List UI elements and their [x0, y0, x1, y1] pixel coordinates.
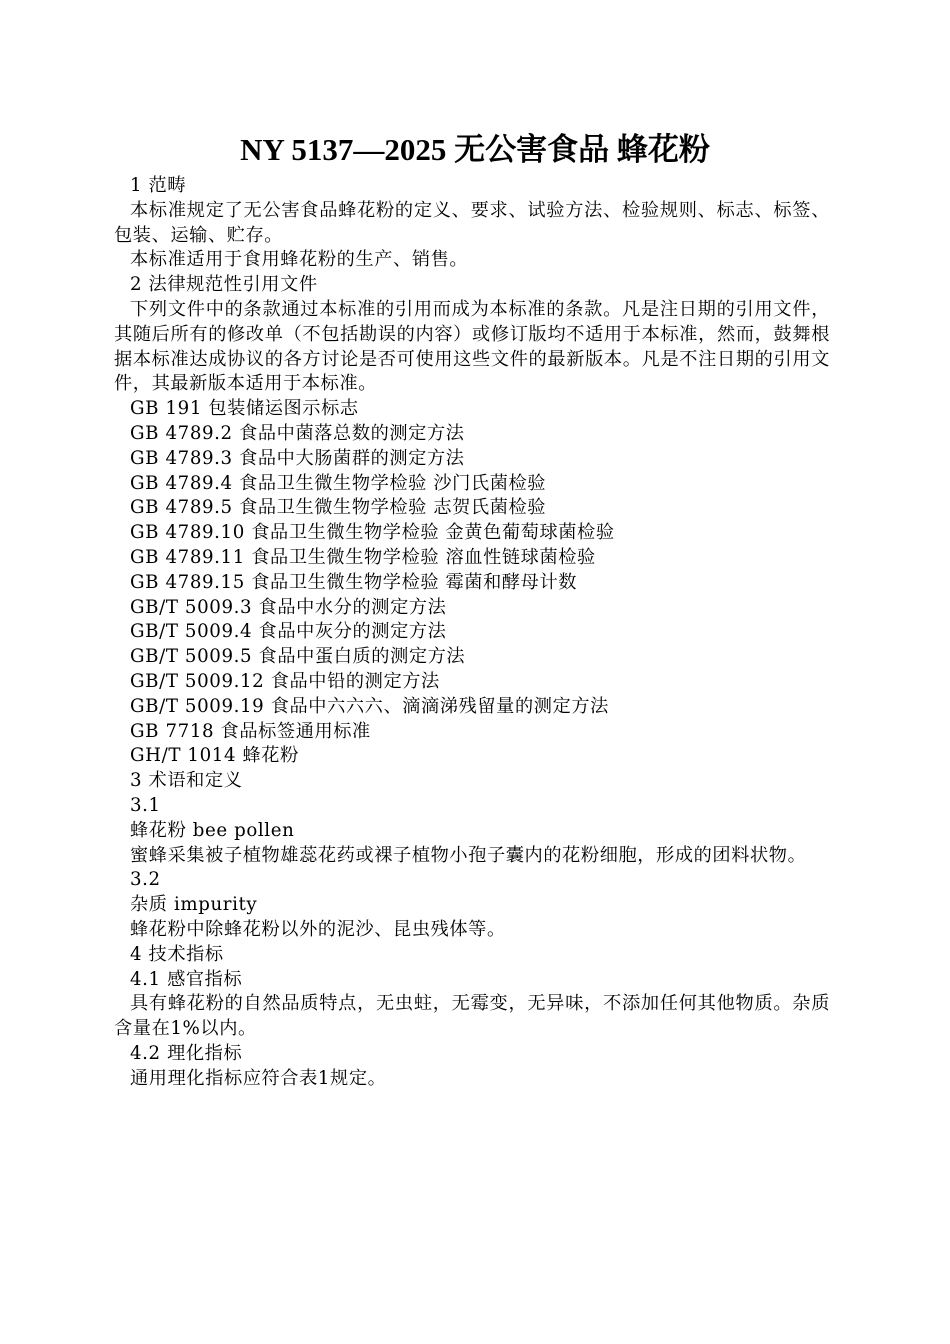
section-4-1-text: 具有蜂花粉的自然品质特点，无虫蛀，无霉变，无异味，不添加任何其他物质。杂质含量在1%以内。: [114, 993, 830, 1040]
section-2-paragraph-1: 下列文件中的条款通过本标准的引用而成为本标准的条款。凡是注日期的引用文件，其随后所有的修改单（不包括勘误的内容）或修订版均不适用于本标准，然而，鼓舞根据本标准达成协议的各方讨论是否可使用这些文件的最新版本。凡是不注日期的引用文件，其最新版本适用于本标准。: [114, 298, 830, 395]
section-1-heading: 1 范畴: [130, 175, 187, 196]
section-4-1-heading: 4.1 感官指标: [130, 968, 243, 990]
reference-item: GB 7718 食品标签通用标准: [130, 720, 371, 742]
reference-item: GB/T 5009.19 食品中六六六、滴滴涕残留量的测定方法: [130, 695, 609, 717]
reference-item: GB 4789.10 食品卫生微生物学检验 金黄色葡萄球菌检验: [130, 522, 615, 544]
section-4-heading: 4 技术指标: [130, 943, 224, 965]
reference-item: GB/T 5009.12 食品中铅的测定方法: [130, 670, 440, 692]
reference-item: GB 4789.3 食品中大肠菌群的测定方法: [130, 447, 465, 469]
section-4-2-text: 通用理化指标应符合表1规定。: [130, 1067, 387, 1089]
reference-list: [114, 397, 830, 769]
section-4-2-heading: 4.2 理化指标: [130, 1042, 243, 1064]
document-title: NY 5137—2025 无公害食品 蜂花粉: [240, 132, 710, 167]
section-2-heading: 2 法律规范性引用文件: [130, 274, 318, 296]
document-body: [114, 174, 830, 1091]
reference-item: GH/T 1014 蜂花粉: [130, 745, 299, 767]
section-3-heading: 3 术语和定义: [130, 770, 243, 792]
reference-item: GB/T 5009.4 食品中灰分的测定方法: [130, 621, 447, 643]
section-1-paragraph-1: 本标准规定了无公害食品蜂花粉的定义、要求、试验方法、检验规则、标志、标签、包装、运输、贮存。: [114, 199, 830, 246]
term-3-1-definition: 蜜蜂采集被子植物雄蕊花药或裸子植物小孢子囊内的花粉细胞，形成的团料状物。: [130, 844, 807, 866]
term-3-2-number: 3.2: [130, 869, 161, 891]
section-1-paragraph-2: 本标准适用于食用蜂花粉的生产、销售。: [130, 249, 469, 271]
reference-item: GB 4789.15 食品卫生微生物学检验 霉菌和酵母计数: [130, 571, 578, 593]
term-3-2-name: 杂质 impurity: [130, 894, 258, 916]
reference-item: GB 191 包装储运图示标志: [130, 398, 359, 420]
reference-item: GB 4789.11 食品卫生微生物学检验 溶血性链球菌检验: [130, 546, 596, 568]
term-3-1-number: 3.1: [130, 794, 161, 816]
reference-item: GB/T 5009.5 食品中蛋白质的测定方法: [130, 646, 466, 668]
reference-item: GB 4789.2 食品中菌落总数的测定方法: [130, 422, 465, 444]
term-3-2-definition: 蜂花粉中除蜂花粉以外的泥沙、昆虫残体等。: [130, 918, 506, 940]
reference-item: GB 4789.4 食品卫生微生物学检验 沙门氏菌检验: [130, 472, 547, 494]
reference-item: GB 4789.5 食品卫生微生物学检验 志贺氏菌检验: [130, 497, 547, 519]
term-3-1-name: 蜂花粉 bee pollen: [130, 819, 295, 841]
reference-item: GB/T 5009.3 食品中水分的测定方法: [130, 596, 447, 618]
